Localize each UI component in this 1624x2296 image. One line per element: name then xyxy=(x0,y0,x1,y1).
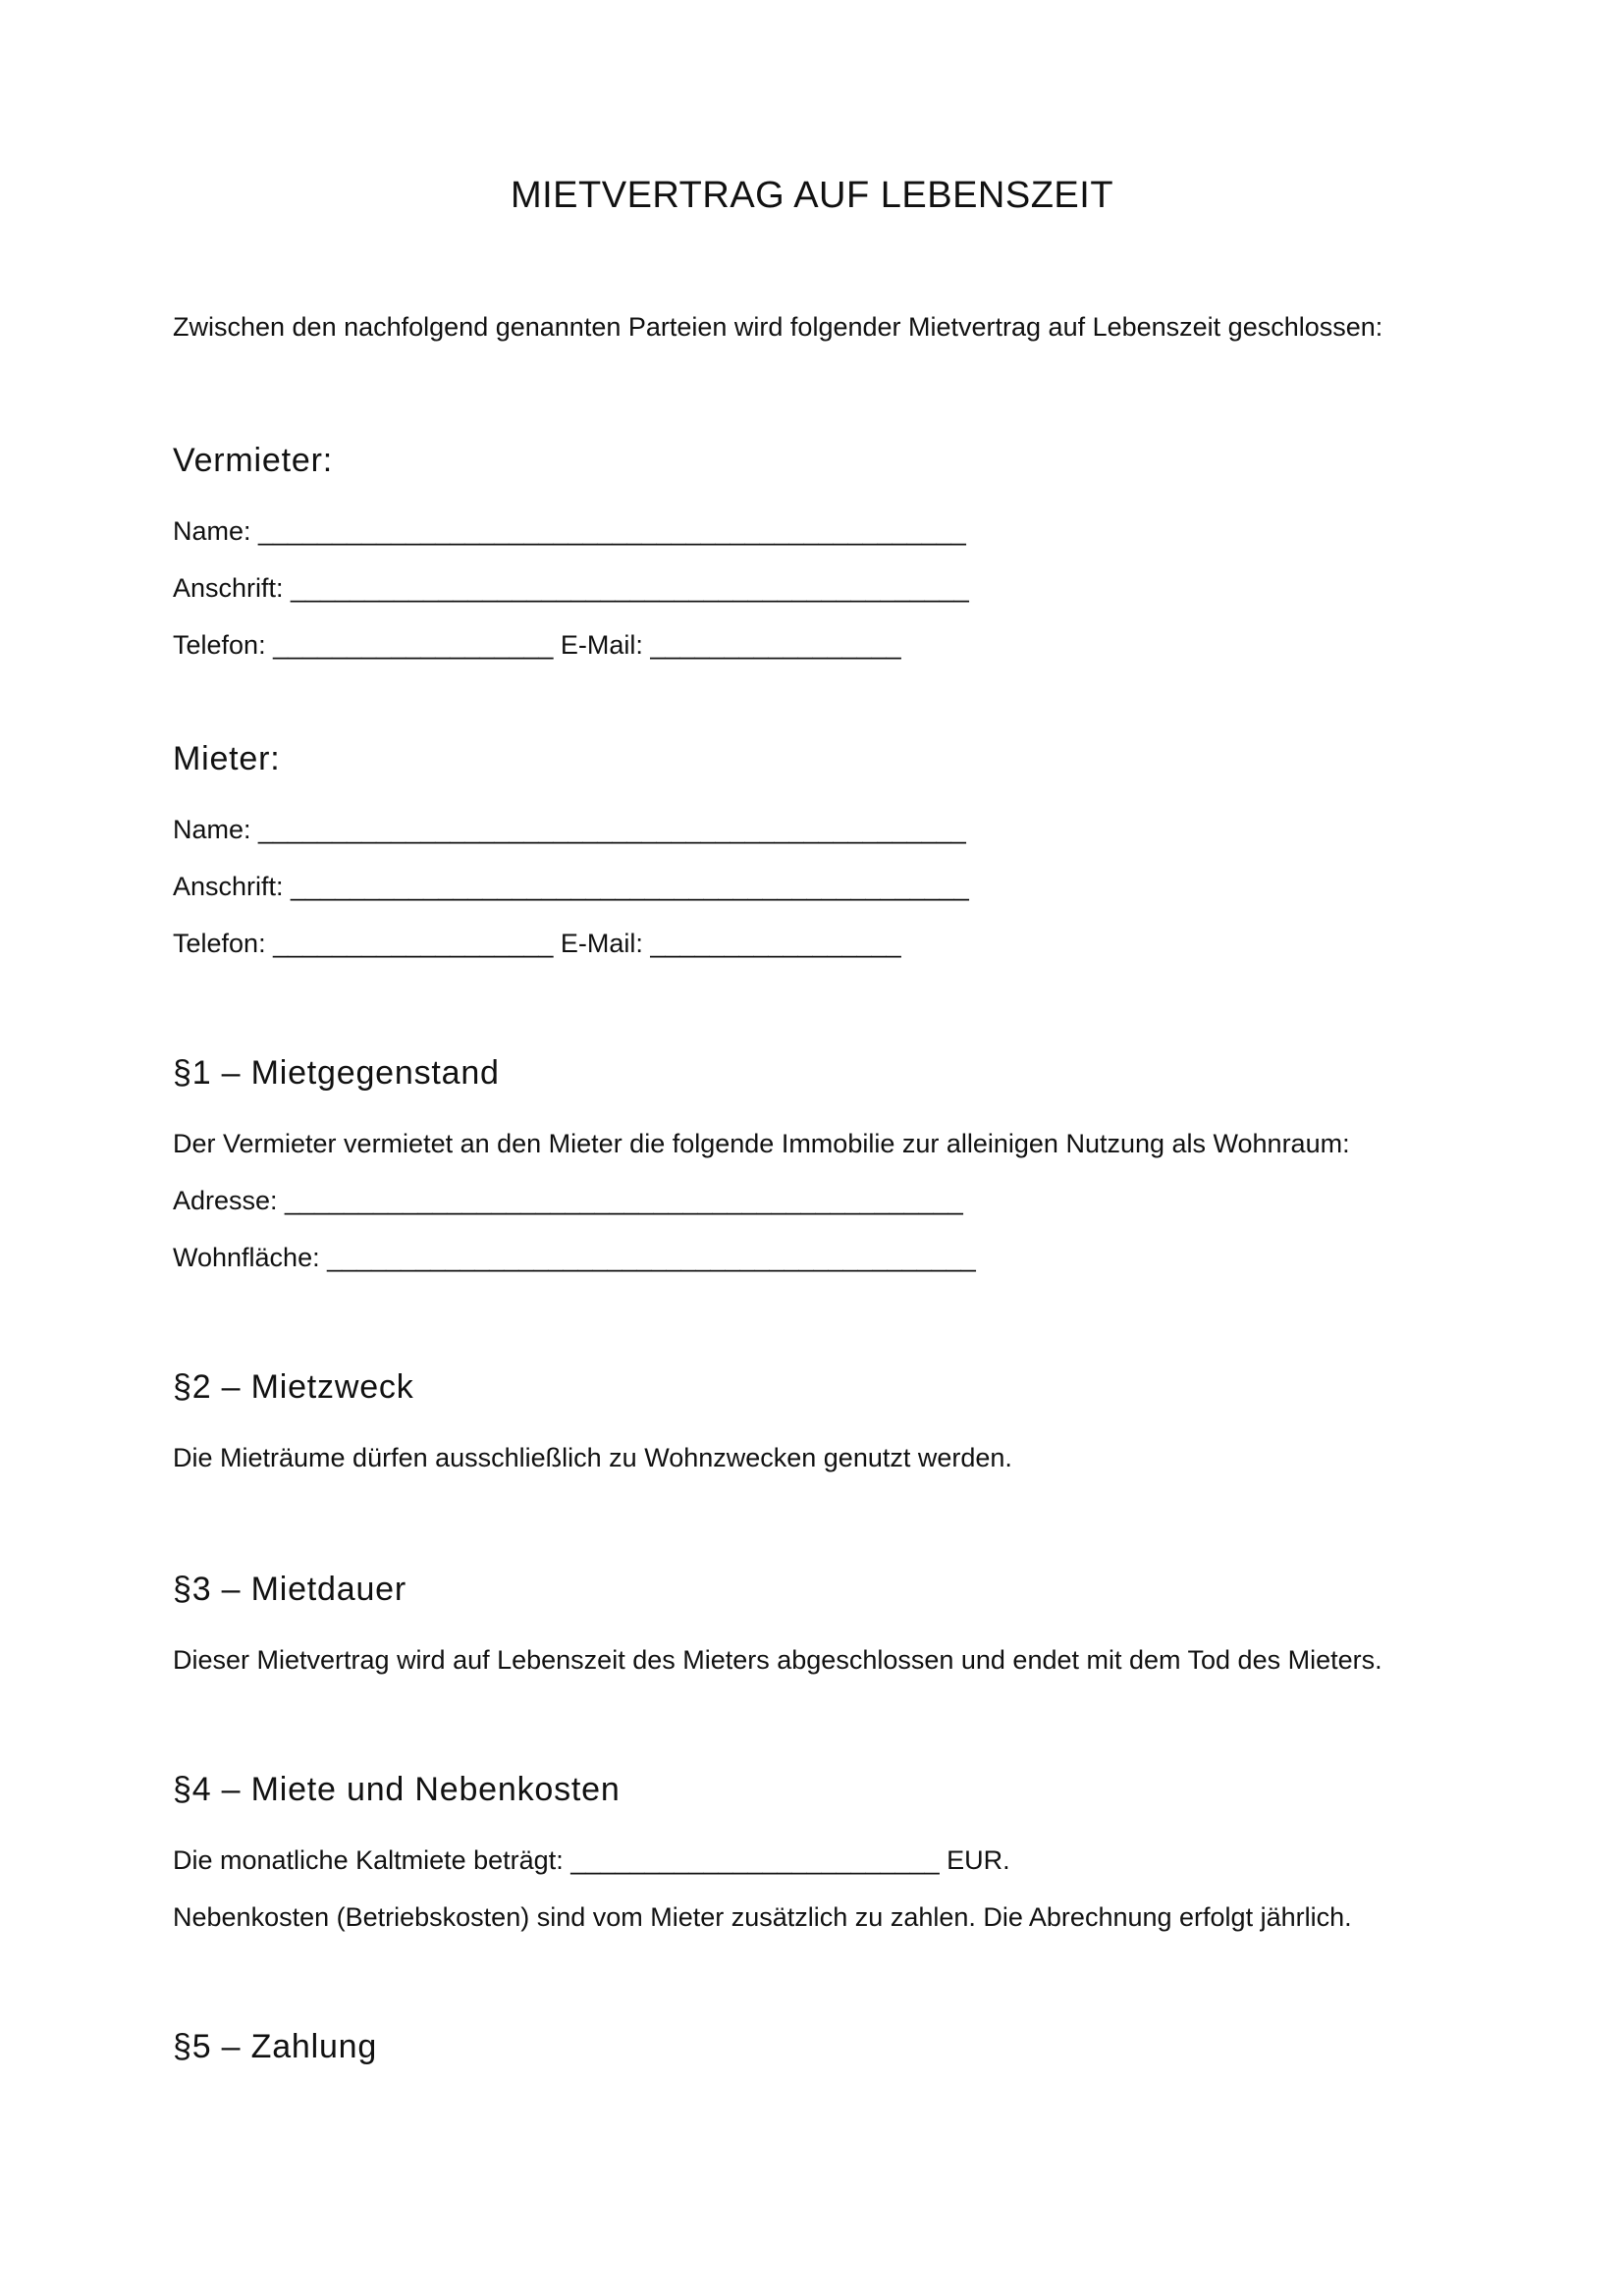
section-1-adresse-field: Adresse: ______________________________________________ xyxy=(173,1186,963,1215)
intro-text: Zwischen den nachfolgend genannten Parteien wird folgender Mietvertrag auf Lebenszeit geschlossen: xyxy=(173,312,1383,342)
mieter-kontakt-field: Telefon: ___________________ E-Mail: _________________ xyxy=(173,929,901,958)
section-2-heading: §2 – Mietzweck xyxy=(173,1368,414,1406)
mieter-heading: Mieter: xyxy=(173,740,281,777)
section-1-wohnflaeche-field: Wohnfläche: ____________________________________________ xyxy=(173,1243,976,1272)
section-4-nebenkosten-text: Nebenkosten (Betriebskosten) sind vom Mieter zusätzlich zu zahlen. Die Abrechnung erfolgt jährlich. xyxy=(173,1902,1352,1932)
section-4-heading: §4 – Miete und Nebenkosten xyxy=(173,1771,621,1808)
document-title: MIETVERTRAG AUF LEBENSZEIT xyxy=(510,175,1114,216)
section-1-heading: §1 – Mietgegenstand xyxy=(173,1054,500,1092)
mieter-anschrift-field: Anschrift: ______________________________________________ xyxy=(173,872,969,901)
section-3-heading: §3 – Mietdauer xyxy=(173,1571,407,1608)
section-1-text: Der Vermieter vermietet an den Mieter die folgende Immobilie zur alleinigen Nutzung als Wohnraum: xyxy=(173,1129,1350,1158)
section-2-text: Die Mieträume dürfen ausschließlich zu Wohnzwecken genutzt werden. xyxy=(173,1443,1012,1472)
vermieter-anschrift-field: Anschrift: ______________________________________________ xyxy=(173,573,969,603)
vermieter-heading: Vermieter: xyxy=(173,442,333,479)
section-3-text: Dieser Mietvertrag wird auf Lebenszeit des Mieters abgeschlossen und endet mit dem Tod des Mieters. xyxy=(173,1645,1382,1675)
section-4-kaltmiete-field: Die monatliche Kaltmiete beträgt: _________________________ EUR. xyxy=(173,1845,1010,1875)
vermieter-name-field: Name: ________________________________________________ xyxy=(173,516,966,546)
vermieter-kontakt-field: Telefon: ___________________ E-Mail: _________________ xyxy=(173,630,901,660)
section-5-heading: §5 – Zahlung xyxy=(173,2028,378,2065)
mieter-name-field: Name: ________________________________________________ xyxy=(173,815,966,844)
